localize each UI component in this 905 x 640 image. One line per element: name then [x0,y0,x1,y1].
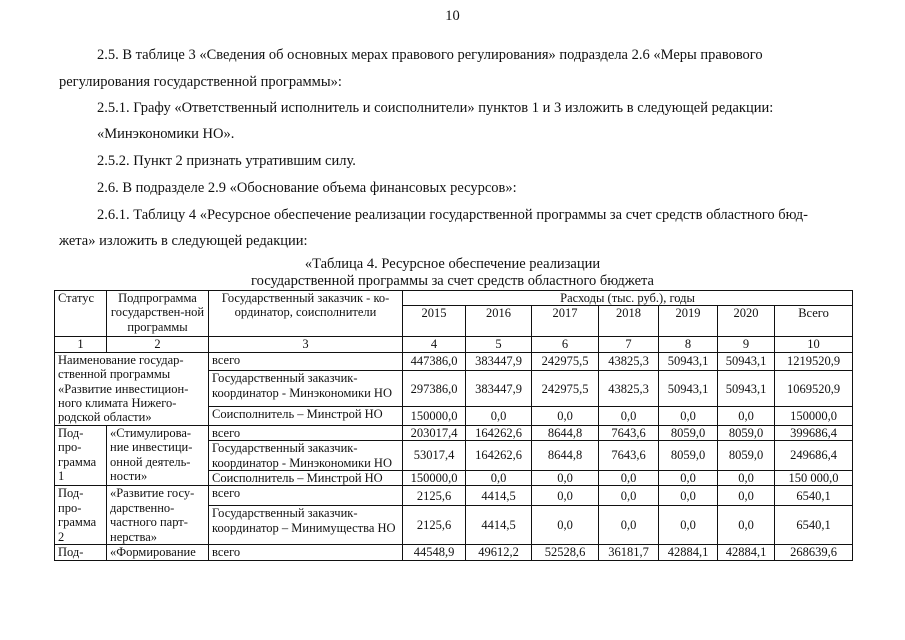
header-year: 2015 [403,306,466,337]
value-cell: 53017,4 [403,441,466,471]
column-index: 7 [599,337,659,352]
value-cell: 0,0 [466,407,532,426]
value-cell: 6540,1 [775,506,853,545]
subprogram-name: «Развитие госу-дарственно-частного парт-нерства» [107,486,209,545]
value-cell: 0,0 [659,506,718,545]
program-name: Наименование государ-ственной программы «Развитие инвестицион-ного климата Нижего-родской области» [55,352,209,425]
subprogram-name: «Формирование [107,545,209,560]
value-cell: 4414,5 [466,486,532,506]
column-index: 1 [55,337,107,352]
value-cell: 0,0 [599,506,659,545]
table-row [55,425,853,440]
value-cell: 49612,2 [466,545,532,560]
value-cell: 8059,0 [659,425,718,440]
value-cell: 150000,0 [403,471,466,486]
value-cell: 0,0 [599,471,659,486]
header-subprogram: Подпрограмма государствен-ной программы [107,291,209,337]
value-cell: 164262,6 [466,441,532,471]
row-label: всего [209,545,403,560]
value-cell: 7643,6 [599,425,659,440]
row-label: Соисполнитель – Минстрой НО [209,407,403,426]
value-cell: 8644,8 [532,425,599,440]
value-cell: 242975,5 [532,352,599,371]
header-year: 2017 [532,306,599,337]
value-cell: 0,0 [718,506,775,545]
column-index: 6 [532,337,599,352]
value-cell: 0,0 [659,471,718,486]
header-expenses: Расходы (тыс. руб.), годы [403,291,853,306]
row-label: Государственный заказчик-координатор – Минимущества НО [209,506,403,545]
row-label: Соисполнитель – Минстрой НО [209,471,403,486]
value-cell: 2125,6 [403,486,466,506]
value-cell: 150000,0 [775,407,853,426]
column-index: 4 [403,337,466,352]
value-cell: 0,0 [599,486,659,506]
column-index: 5 [466,337,532,352]
table-row [55,545,853,560]
value-cell: 7643,6 [599,441,659,471]
header-customer: Государственный заказчик - ко-ординатор, соисполнители [209,291,403,337]
row-label: всего [209,486,403,506]
value-cell: 43825,3 [599,371,659,407]
resource-table [54,290,853,561]
subprogram-status: Под- [55,545,107,560]
value-cell: 150 000,0 [775,471,853,486]
value-cell: 0,0 [532,471,599,486]
paragraph-2-6: 2.6. В подразделе 2.9 «Обоснование объема финансовых ресурсов»: [97,180,517,196]
value-cell: 8059,0 [718,441,775,471]
row-label: Государственный заказчик-координатор - Минэкономики НО [209,371,403,407]
subprogram-name: «Стимулирова-ние инвестици-онной деятель-ности» [107,425,209,486]
subprogram-status: Под-про-грамма 2 [55,486,107,545]
value-cell: 4414,5 [466,506,532,545]
table-row [55,486,853,506]
paragraph-2-6-1-cont: жета» изложить в следующей редакции: [59,233,308,249]
value-cell: 1069520,9 [775,371,853,407]
value-cell: 0,0 [599,407,659,426]
header-year: 2019 [659,306,718,337]
value-cell: 44548,9 [403,545,466,560]
paragraph-2-6-1: 2.6.1. Таблицу 4 «Ресурсное обеспечение реализации государственной программы за счет средств областного бюд- [97,207,808,223]
value-cell: 268639,6 [775,545,853,560]
value-cell: 50943,1 [718,352,775,371]
table-caption-line1: «Таблица 4. Ресурсное обеспечение реализации [304,256,601,272]
header-status: Статус [55,291,107,337]
column-index: 8 [659,337,718,352]
table-index-row [55,337,853,352]
value-cell: 2125,6 [403,506,466,545]
value-cell: 242975,5 [532,371,599,407]
row-label: Государственный заказчик-координатор - Минэкономики НО [209,441,403,471]
value-cell: 50943,1 [718,371,775,407]
row-label: всего [209,352,403,371]
value-cell: 36181,7 [599,545,659,560]
value-cell: 0,0 [659,407,718,426]
value-cell: 0,0 [659,486,718,506]
value-cell: 42884,1 [659,545,718,560]
value-cell: 6540,1 [775,486,853,506]
value-cell: 0,0 [718,471,775,486]
value-cell: 399686,4 [775,425,853,440]
paragraph-2-5: 2.5. В таблице 3 «Сведения об основных мерах правового регулирования» подраздела 2.6 «Меры правового [97,47,763,63]
value-cell: 1219520,9 [775,352,853,371]
value-cell: 164262,6 [466,425,532,440]
paragraph-2-5-2: 2.5.2. Пункт 2 признать утратившим силу. [97,153,356,169]
value-cell: 249686,4 [775,441,853,471]
value-cell: 8059,0 [659,441,718,471]
value-cell: 383447,9 [466,352,532,371]
value-cell: 297386,0 [403,371,466,407]
value-cell: 0,0 [532,486,599,506]
value-cell: 43825,3 [599,352,659,371]
column-index: 2 [107,337,209,352]
value-cell: 0,0 [466,471,532,486]
table-row [55,352,853,371]
header-year: 2016 [466,306,532,337]
value-cell: 150000,0 [403,407,466,426]
table-header-row [55,291,853,306]
paragraph-2-5-cont: регулирования государственной программы»: [59,74,342,90]
value-cell: 8059,0 [718,425,775,440]
value-cell: 447386,0 [403,352,466,371]
header-year: 2020 [718,306,775,337]
table-caption-line2: государственной программы за счет средств областного бюджета [251,273,654,289]
row-label: всего [209,425,403,440]
paragraph-2-5-1: 2.5.1. Графу «Ответственный исполнитель и соисполнители» пунктов 1 и 3 изложить в следующей редакции: [97,100,774,116]
header-year: 2018 [599,306,659,337]
value-cell: 52528,6 [532,545,599,560]
page-number: 10 [445,8,460,24]
value-cell: 0,0 [532,506,599,545]
column-index: 3 [209,337,403,352]
value-cell: 203017,4 [403,425,466,440]
column-index: 10 [775,337,853,352]
paragraph-minekonomiki: «Минэкономики НО». [97,126,235,142]
value-cell: 50943,1 [659,371,718,407]
value-cell: 0,0 [718,407,775,426]
header-total: Всего [775,306,853,337]
value-cell: 0,0 [532,407,599,426]
subprogram-status: Под-про-грамма 1 [55,425,107,486]
value-cell: 50943,1 [659,352,718,371]
column-index: 9 [718,337,775,352]
value-cell: 0,0 [718,486,775,506]
value-cell: 42884,1 [718,545,775,560]
value-cell: 8644,8 [532,441,599,471]
value-cell: 383447,9 [466,371,532,407]
